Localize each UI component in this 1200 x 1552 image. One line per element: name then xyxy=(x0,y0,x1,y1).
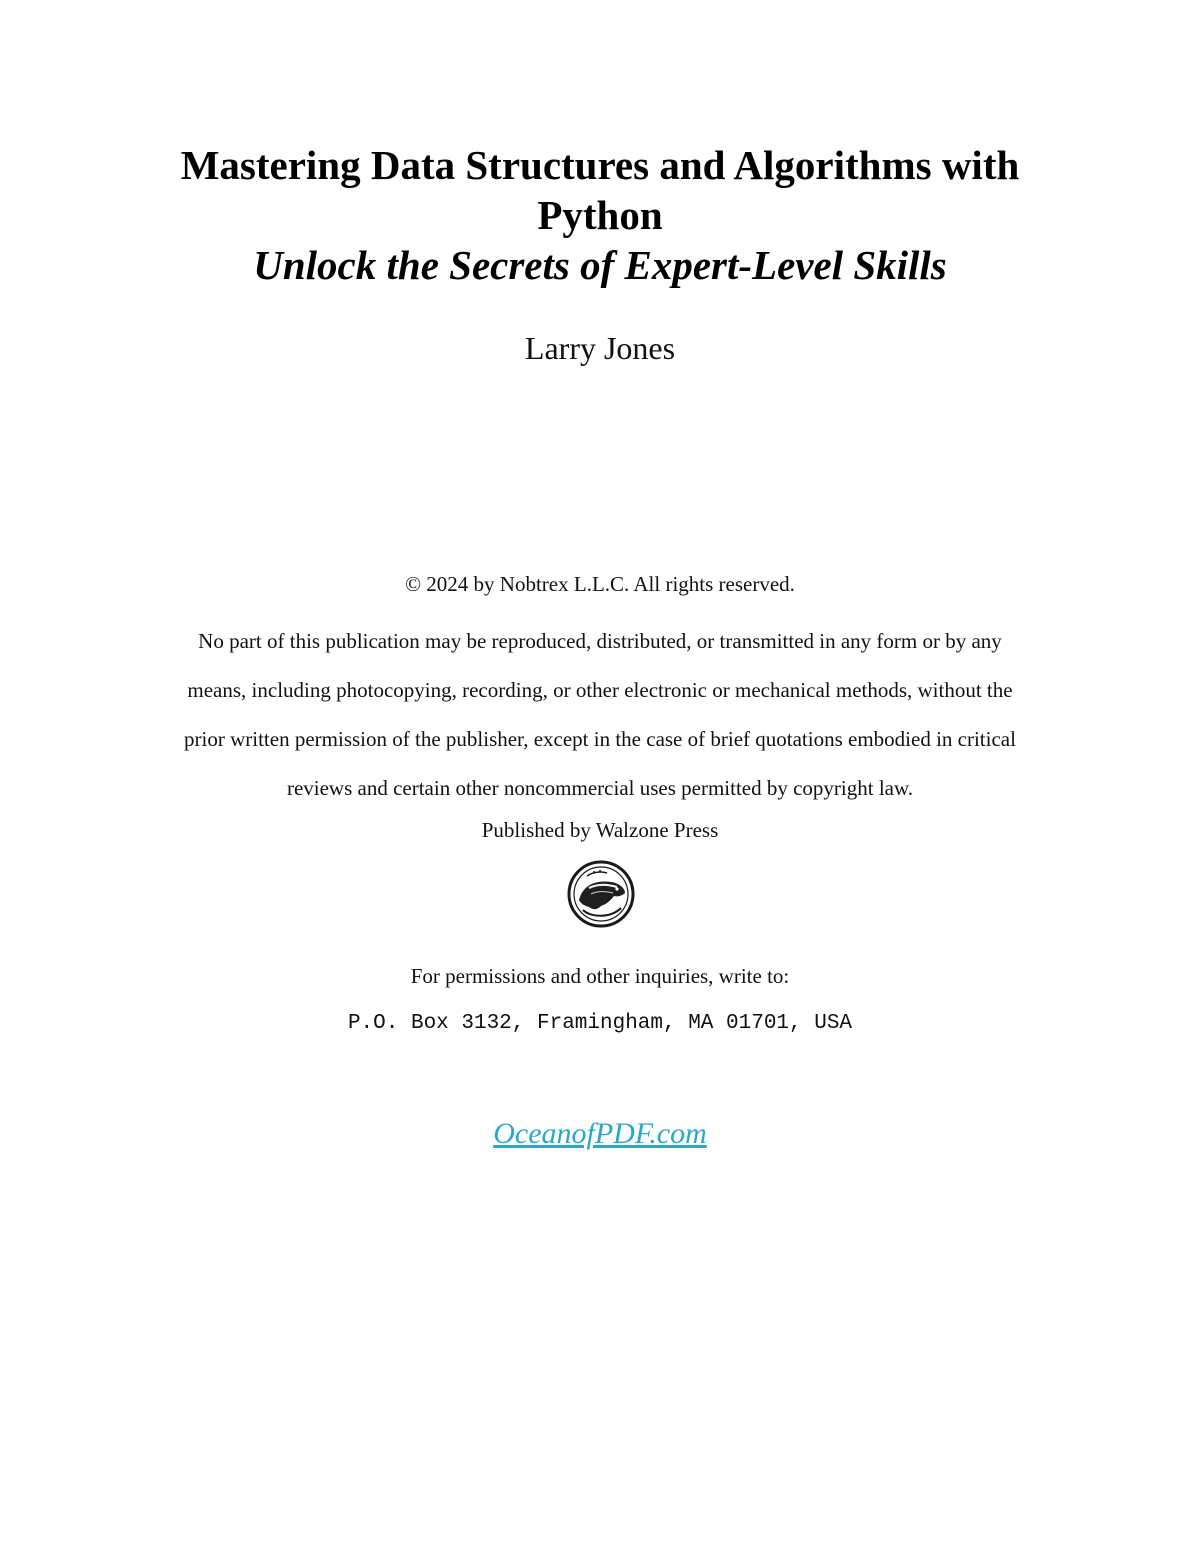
oceanofpdf-link[interactable]: OceanofPDF.com xyxy=(493,1117,707,1150)
author-name: Larry Jones xyxy=(524,330,676,366)
title-block xyxy=(150,140,1050,290)
walzone-press-badger-logo-icon xyxy=(567,860,635,928)
copyright-notice: © 2024 by Nobtrex L.L.C. All rights reserved. xyxy=(405,572,795,596)
publisher-line: Published by Walzone Press xyxy=(481,818,719,842)
book-subtitle: Unlock the Secrets of Expert-Level Skills xyxy=(253,242,947,288)
book-title: Mastering Data Structures and Algorithms with Python xyxy=(180,142,1020,238)
legal-paragraph: No part of this publication may be reproduced, distributed, or transmitted in any form or by any means, including photocopying, recording, or other electronic or mechanical methods, without the prior written permission of the publisher, except in the case of brief quotations embodied in critical reviews and certain other noncommercial uses permitted by copyright law. xyxy=(184,629,1016,800)
logo-graphic xyxy=(567,860,635,928)
footer-link-container xyxy=(0,1114,1200,1154)
mailing-address: P.O. Box 3132, Framingham, MA 01701, USA xyxy=(347,1012,853,1035)
inquiries-line: For permissions and other inquiries, write to: xyxy=(410,964,790,988)
